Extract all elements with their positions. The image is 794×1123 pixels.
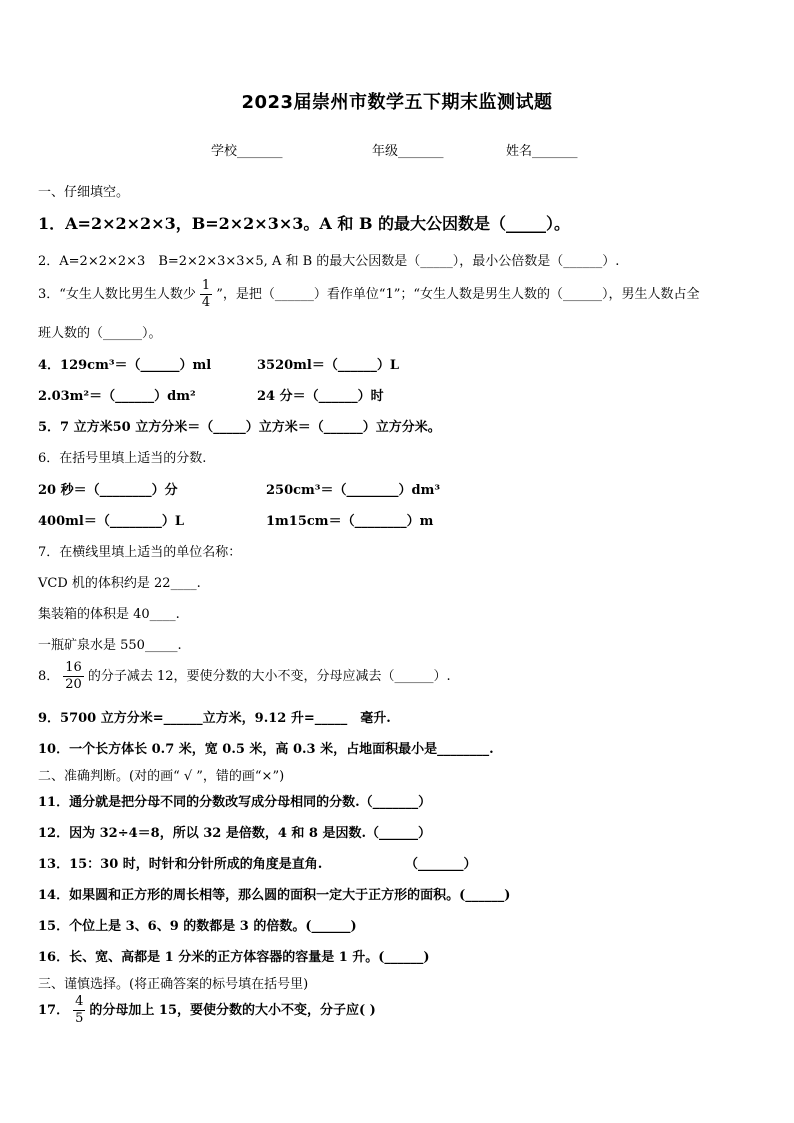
grade-field: 年级_______	[372, 144, 444, 159]
fraction-denominator: 5	[75, 1011, 84, 1026]
question-3-continued: 班人数的（______）。	[38, 326, 162, 341]
question-11: 11．通分就是把分母不同的分数改写成分母相同的分数.（_______）	[38, 795, 432, 810]
fraction	[200, 278, 212, 311]
question-3	[38, 278, 700, 311]
question-16: 16．长、宽、高都是 1 分米的正方体容器的容量是 1 升。(______)	[38, 950, 430, 965]
question-4b-left: 2.03m²＝（______）dm²	[38, 389, 196, 404]
question-13-blank: （_______）	[405, 857, 477, 872]
question-6a-right: 250cm³＝（________）dm³	[266, 483, 441, 498]
question-4a-left: 4．129cm³＝（______）ml	[38, 358, 212, 373]
question-17-post: 的分母加上 15，要使分数的大小不变，分子应( )	[89, 1003, 376, 1018]
page-title: 2023届崇州市数学五下期末监测试题	[241, 92, 553, 113]
question-7b: 集装箱的体积是 40____.	[38, 607, 180, 622]
question-9: 9．5700 立方分米=______立方米，9.12 升=_____ 毫升.	[38, 711, 391, 726]
section-heading-judge: 二、准确判断。(对的画“ √ ”，错的画“×”)	[38, 769, 285, 784]
question-8-post: 的分子减去 12，要使分数的大小不变，分母应减去（______）.	[87, 669, 451, 684]
question-8-pre: 8．	[38, 669, 60, 684]
section-heading-choice: 三、谨慎选择。(将正确答案的标号填在括号里)	[38, 977, 309, 992]
question-5: 5．7 立方米50 立方分米＝（_____）立方米＝（______）立方分米。	[38, 420, 441, 435]
question-8	[38, 660, 451, 693]
question-7a: VCD 机的体积约是 22____.	[38, 576, 201, 591]
question-12: 12．因为 32÷4＝8，所以 32 是倍数，4 和 8 是因数.（______）	[38, 826, 432, 841]
question-4a-right: 3520ml＝（______）L	[257, 358, 400, 373]
question-6b-left: 400ml＝（________）L	[38, 514, 184, 529]
question-6: 6．在括号里填上适当的分数.	[38, 451, 207, 466]
section-heading-fill: 一、仔细填空。	[38, 185, 130, 200]
question-6a-left: 20 秒＝（________）分	[38, 483, 178, 498]
question-2: 2．A=2×2×2×3 B=2×2×3×3×5, A 和 B 的最大公因数是（_____），最小公倍数是（______）.	[38, 254, 620, 269]
question-17	[38, 994, 376, 1027]
question-14: 14．如果圆和正方形的周长相等，那么圆的面积一定大于正方形的面积。(______)	[38, 888, 511, 903]
question-15: 15．个位上是 3、6、9 的数都是 3 的倍数。(______)	[38, 919, 357, 934]
question-4b-right: 24 分＝（______）时	[257, 389, 384, 404]
school-field: 学校_______	[211, 144, 283, 159]
fraction-numerator: 16	[65, 660, 82, 675]
question-3-post: ”，是把（______）看作单位“1”；“女生人数是男生人数的（______），男生人数占全	[216, 287, 700, 302]
fraction-denominator: 4	[201, 295, 211, 310]
question-7: 7．在横线里填上适当的单位名称：	[38, 545, 242, 560]
question-10: 10．一个长方体长 0.7 米，宽 0.5 米，高 0.3 米，占地面积最小是________.	[38, 742, 494, 757]
question-13: 13．15：30 时，时针和分针所成的角度是直角.	[38, 857, 323, 872]
question-7c: 一瓶矿泉水是 550_____.	[38, 638, 182, 653]
question-1: 1．A=2×2×2×3，B=2×2×3×3。A 和 B 的最大公因数是（_____）。	[38, 214, 571, 233]
fraction-denominator: 20	[65, 677, 82, 692]
question-3-pre: 3．“女生人数比男生人数少	[38, 287, 196, 302]
fraction-numerator: 1	[201, 278, 211, 293]
name-field: 姓名_______	[506, 144, 578, 159]
question-6b-right: 1m15cm＝（________）m	[266, 514, 434, 529]
question-17-pre: 17．	[38, 1003, 70, 1018]
fraction	[73, 994, 85, 1027]
fraction-numerator: 4	[75, 994, 84, 1009]
fraction	[63, 660, 84, 693]
